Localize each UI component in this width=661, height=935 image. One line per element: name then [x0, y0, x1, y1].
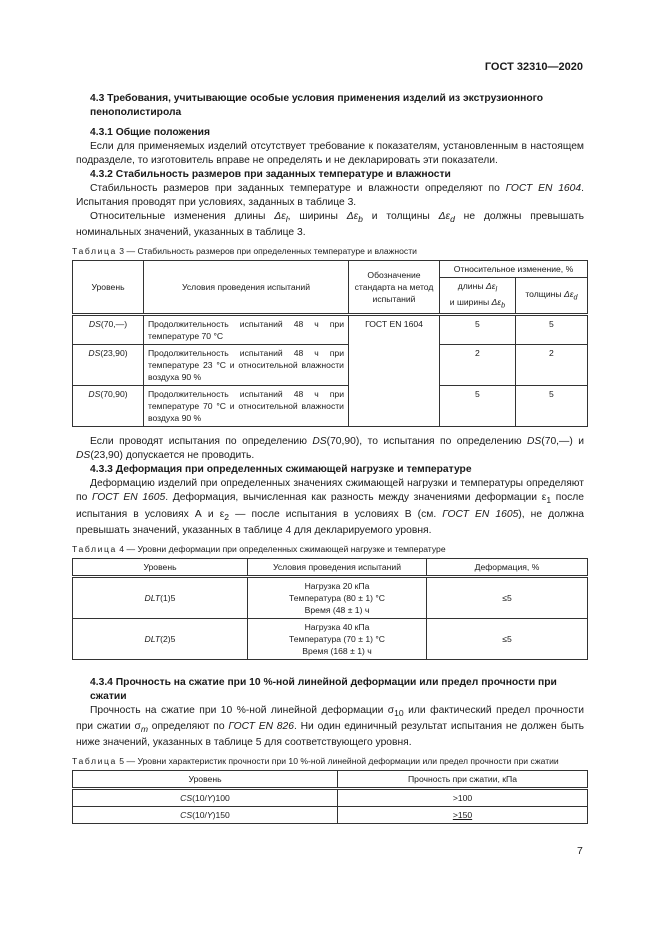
level-cell: DS(70,90) [73, 386, 144, 427]
table-4-caption: Таблица 4 — Уровни деформации при определенных сжимающей нагрузке и температуре [72, 543, 446, 554]
standard-ref: ГОСТ EN 1604 [505, 183, 582, 194]
table-row [73, 315, 588, 345]
conditions-cell: Нагрузка 20 кПа Температура (80 ± 1) °С Время (48 ± 1) ч [248, 576, 427, 618]
table-3-header-thickness: толщины $\Delta\varepsilon_d$ [515, 278, 587, 315]
level-cell: DS(23,90) [73, 345, 144, 386]
level-cell: DLT(1)5 [73, 576, 248, 618]
page-content [72, 92, 584, 824]
thickness-cell: 5 [515, 386, 587, 427]
length-cell: 5 [440, 386, 516, 427]
table-3-header-method: Обозначение стандарта на метод испытаний [349, 261, 440, 315]
section-4-3-2-para-1: Стабильность размеров при заданных температуре и влажности определяют по ГОСТ EN 1604. Испытания проводят при условиях, заданных в таблице 3. [76, 183, 584, 208]
conditions-cell: Продолжительность испытаний 48 ч при температуре 70 °С и относительной влажности воздуха 90 % [144, 386, 349, 427]
table-3-header-length: длины $\Delta\varepsilon_l$ и ширины $\Delta\varepsilon_b$ [440, 278, 516, 315]
document-number: ГОСТ 32310—2020 [484, 61, 583, 73]
strength-cell: >100 [338, 788, 588, 806]
table-4-header-conditions: Условия проведения испытаний [248, 558, 427, 576]
table-row [73, 576, 588, 618]
table-row [73, 345, 588, 386]
conditions-cell: Нагрузка 40 кПа Температура (70 ± 1) °С Время (168 ± 1) ч [248, 618, 427, 659]
length-cell: 2 [440, 345, 516, 386]
delta-epsilon-l: $\Delta\varepsilon_l$ [274, 211, 288, 225]
section-4-3-3-title: 4.3.3 Деформация при определенных сжимающей нагрузке и температуре [90, 464, 472, 476]
level-cell: CS(10/Y)150 [73, 806, 338, 823]
after-table-3-text: Если проводят испытания по определению DS(70,90), то испытания по определению DS(70,—) и DS(23,90) допускается не проводить. [76, 436, 584, 462]
thickness-cell: 5 [515, 315, 587, 345]
table-row [73, 618, 588, 659]
length-cell: 5 [440, 315, 516, 345]
deformation-cell: ≤5 [427, 618, 588, 659]
level-cell: CS(10/Y)100 [73, 788, 338, 806]
section-4-3-2-para-2: Относительные изменения длины $\Delta\varepsilon_l$, ширины $\Delta\varepsilon_b$ и толщины $\Delta\varepsilon_d$ не должны превышать номинальных значений, указанных в таблице 3. [76, 211, 584, 239]
strength-cell: >150 [338, 806, 588, 823]
table-4-header-deformation: Деформация, % [427, 558, 588, 576]
table-3 [72, 260, 588, 427]
delta-epsilon-b: $\Delta\varepsilon_b$ [346, 211, 363, 225]
delta-epsilon-d: $\Delta\varepsilon_d$ [438, 211, 455, 225]
section-4-3-2-title: 4.3.2 Стабильность размеров при заданных температуре и влажности [90, 169, 451, 180]
page-number: 7 [577, 845, 583, 857]
level-cell: DLT(2)5 [73, 618, 248, 659]
table-3-header-change: Относительное изменение, % [440, 261, 588, 278]
level-cell: DS(70,—) [73, 315, 144, 345]
section-4-3-title: 4.3 Требования, учитывающие особые условия применения изделий из экструзионного пенополистирола [90, 93, 544, 118]
deformation-cell: ≤5 [427, 576, 588, 618]
section-4-3-1-text: Если для применяемых изделий отсутствует требование к показателям, установленным в настоящем подразделе, то изготовитель вправе не определять и не декларировать эти показатели. [76, 141, 584, 166]
thickness-cell: 2 [515, 345, 587, 386]
table-5-caption: Таблица 5 — Уровни характеристик прочности при 10 %-ной линейной деформации или предел прочности при сжатии [72, 755, 559, 766]
table-5-header-level: Уровень [73, 770, 338, 788]
table-5 [72, 770, 588, 824]
section-4-3-4-title: 4.3.4 Прочность на сжатие при 10 %-ной линейной деформации или предел прочности при сжатии [90, 676, 557, 702]
table-row [73, 386, 588, 427]
table-3-caption: Таблица 3 — Стабильность размеров при определенных температуре и влажности [72, 246, 417, 257]
table-3-header-conditions: Условия проведения испытаний [144, 261, 349, 315]
conditions-cell: Продолжительность испытаний 48 ч при температуре 70 °С [144, 315, 349, 345]
table-5-header-strength: Прочность при сжатии, кПа [338, 770, 588, 788]
section-4-3-4-text: Прочность на сжатие при 10 %-ной линейной деформации $\sigma_{10}$ или фактический предел прочности при сжатии $\sigma_m$ определяют по ГОСТ EN 826. Ни один единичный результат испытания не должен быть ниже значений, указанных в таблице 5 для соответствующего уровня. [76, 704, 584, 748]
section-4-3-3-text: Деформацию изделий при определенных значениях сжимающей нагрузки и температуры определяют по ГОСТ EN 1605. Деформация, вычисленная как разность между значениями деформации $\varepsilon_1$ после испытания в условиях А и $\varepsilon_2$ — после испытания в условиях В (см. ГОСТ EN 1605), не должна превышать значений, указанных в таблице 4 для декларируемого уровня. [76, 478, 584, 536]
method-cell: ГОСТ EN 1604 [349, 315, 440, 427]
table-row [73, 806, 588, 823]
section-4-3-1-title: 4.3.1 Общие положения [90, 127, 210, 138]
table-row [73, 788, 588, 806]
conditions-cell: Продолжительность испытаний 48 ч при температуре 23 °С и относительной влажности воздуха 90 % [144, 345, 349, 386]
table-4 [72, 558, 588, 660]
table-4-header-level: Уровень [73, 558, 248, 576]
table-3-header-level: Уровень [73, 261, 144, 315]
